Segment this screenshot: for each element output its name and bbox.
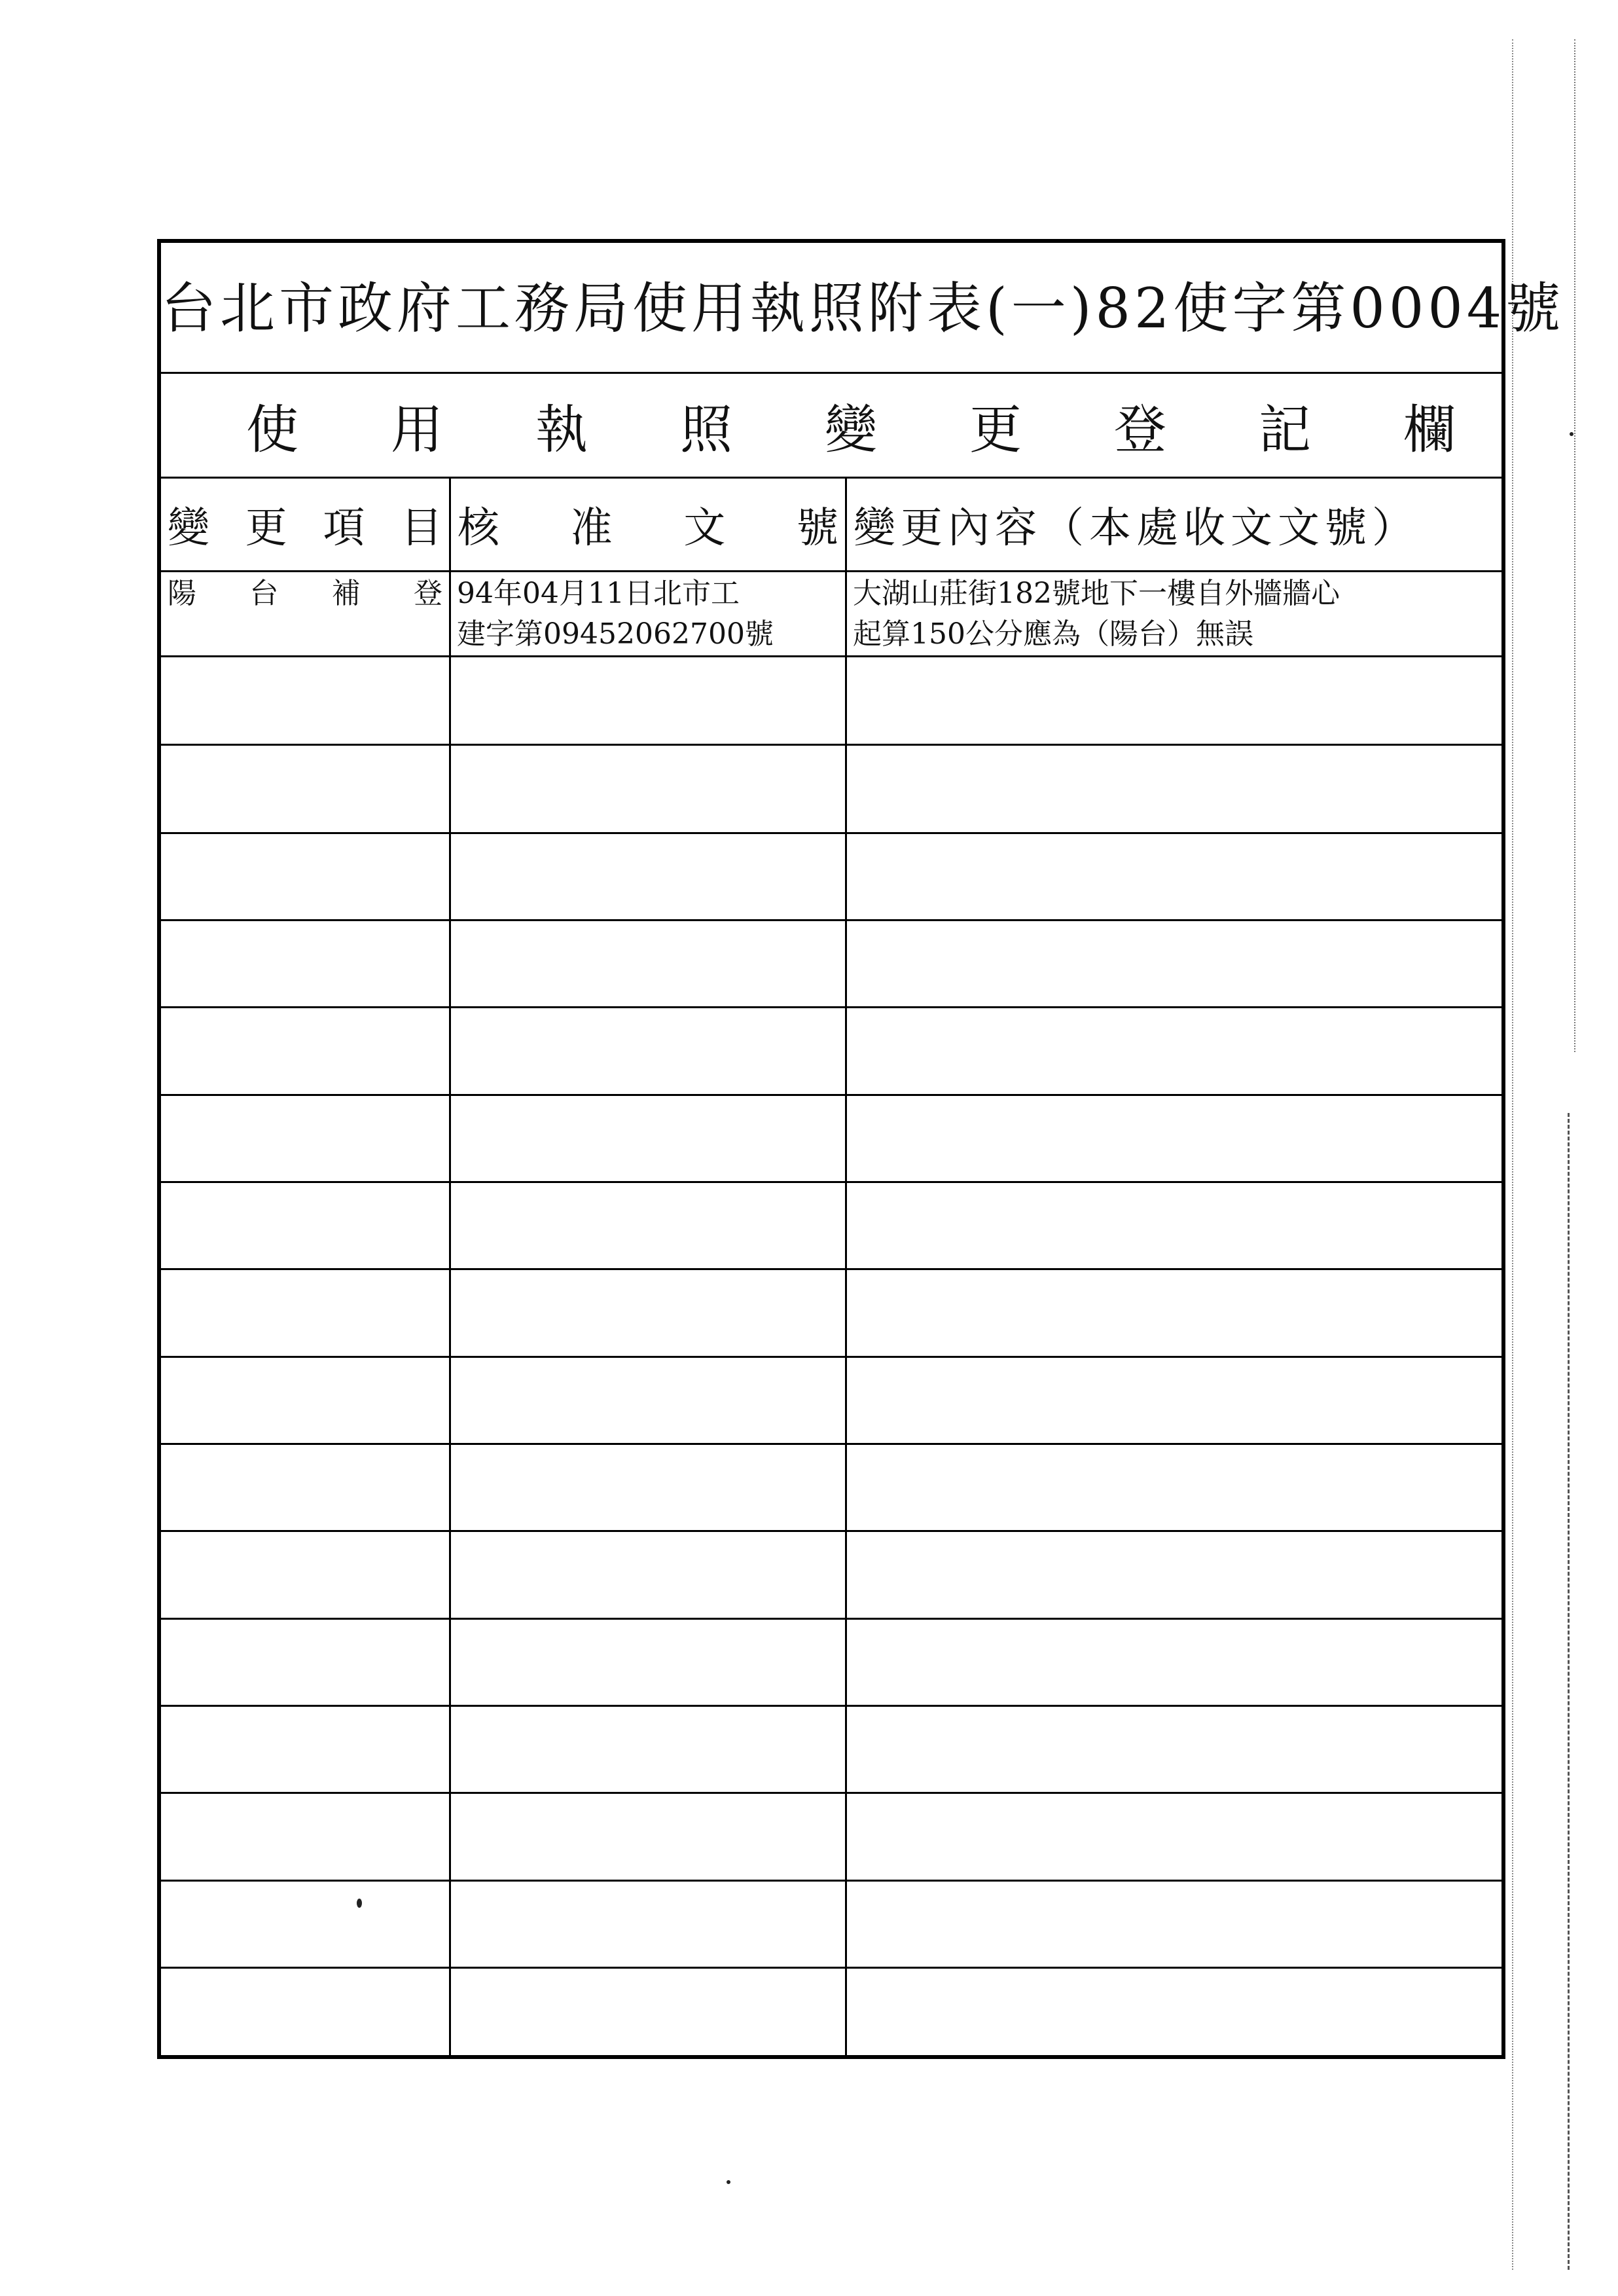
header-char: 文 xyxy=(683,504,726,553)
row-divider xyxy=(161,655,1501,657)
form-title: 台北市政府工務局使用執照附表(一)82使字第0004號 xyxy=(161,243,1501,374)
scan-speck xyxy=(1570,432,1573,436)
scan-edge-noise xyxy=(1568,1113,1576,2270)
row-divider xyxy=(161,1268,1501,1270)
row-divider xyxy=(161,1006,1501,1008)
scan-speck xyxy=(727,2180,730,2184)
subtitle-char: 使 xyxy=(246,399,298,460)
header-char: 號 xyxy=(796,504,838,553)
scan-edge-noise xyxy=(1574,39,1582,1052)
scan-edge-noise xyxy=(1512,39,1520,2270)
row-divider xyxy=(161,1094,1501,1096)
row-divider xyxy=(161,1356,1501,1358)
subtitle-char: 更 xyxy=(969,399,1022,460)
subtitle-char: 用 xyxy=(391,399,443,460)
row-divider xyxy=(161,744,1501,746)
approval-line: 建字第09452062700號 xyxy=(457,617,774,651)
row-divider xyxy=(161,1181,1501,1183)
header-char: 目 xyxy=(400,504,442,553)
row-divider xyxy=(161,832,1501,834)
subtitle-char: 執 xyxy=(535,399,588,460)
row-divider xyxy=(161,919,1501,921)
subtitle-char: 記 xyxy=(1259,399,1311,460)
subtitle-char: 變 xyxy=(825,399,877,460)
row-divider xyxy=(161,1880,1501,1882)
item-char: 台 xyxy=(249,577,279,610)
row-divider xyxy=(161,1618,1501,1620)
row-change-item xyxy=(168,574,442,614)
row-divider xyxy=(161,1967,1501,1969)
row-change-content xyxy=(853,574,1501,655)
header-char: 准 xyxy=(570,504,613,553)
subtitle-char: 照 xyxy=(680,399,732,460)
row-approval-number xyxy=(457,574,843,655)
content-line: 大湖山莊街182號地下一樓自外牆牆心 xyxy=(853,577,1340,610)
subtitle-char: 登 xyxy=(1114,399,1166,460)
item-char: 登 xyxy=(413,577,442,610)
header-change-item xyxy=(161,479,449,570)
row-divider xyxy=(161,1443,1501,1445)
header-char: 項 xyxy=(323,504,365,553)
item-char: 陽 xyxy=(168,577,196,610)
usage-permit-form xyxy=(157,239,1565,2059)
column-divider xyxy=(845,479,847,2055)
row-divider xyxy=(161,1792,1501,1794)
item-char: 補 xyxy=(331,577,361,610)
approval-line: 94年04月11日北市工 xyxy=(457,577,740,610)
content-line: 起算150公分應為（陽台）無誤 xyxy=(853,617,1253,651)
form-subtitle xyxy=(161,374,1501,479)
subtitle-char: 欄 xyxy=(1403,399,1456,460)
header-char: 更 xyxy=(245,504,287,553)
row-divider xyxy=(161,1530,1501,1532)
row-divider xyxy=(161,1705,1501,1707)
header-char: 變 xyxy=(168,504,209,553)
row-divider xyxy=(161,570,1501,572)
header-approval-number xyxy=(451,479,845,570)
header-char: 核 xyxy=(458,504,499,553)
column-divider xyxy=(449,479,451,2055)
header-change-content: 變更內容（本處收文文號） xyxy=(854,504,1419,553)
